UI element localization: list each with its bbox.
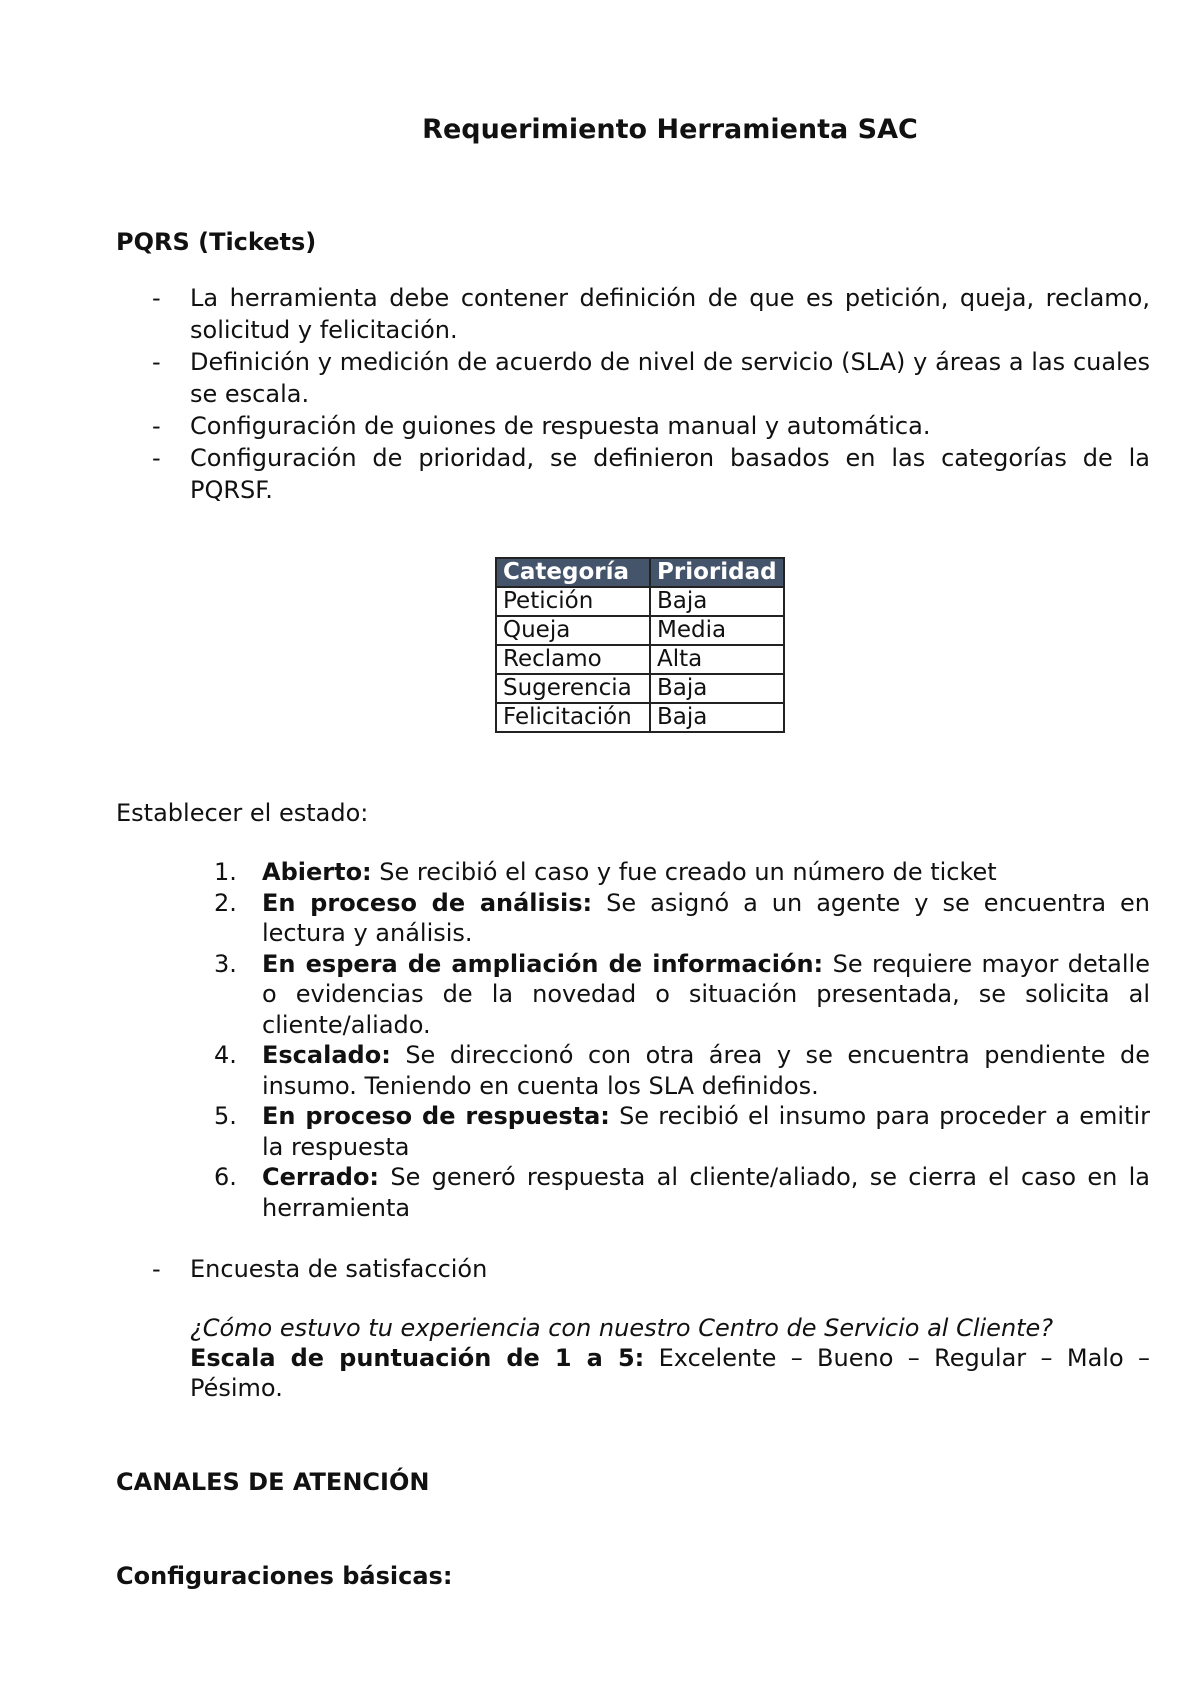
status-description: Se recibió el insumo para proceder a emitir la respuesta bbox=[262, 1102, 1150, 1161]
table-header-row bbox=[496, 558, 784, 587]
status-label: En proceso de análisis: bbox=[262, 888, 593, 917]
table-cell-category: Petición bbox=[496, 587, 650, 616]
list-item bbox=[214, 1040, 1150, 1101]
list-number: 2. bbox=[214, 888, 237, 917]
table-row bbox=[496, 587, 784, 616]
list-item bbox=[116, 282, 1150, 346]
survey-scale bbox=[190, 1343, 1150, 1403]
bullet-marker: - bbox=[152, 444, 161, 472]
list-item bbox=[116, 346, 1150, 410]
table-row bbox=[496, 674, 784, 703]
list-item bbox=[116, 442, 1150, 506]
table-cell-priority: Media bbox=[650, 616, 784, 645]
bullet-marker: - bbox=[152, 412, 161, 440]
list-item bbox=[214, 949, 1150, 1041]
document-title: Requerimiento Herramienta SAC bbox=[422, 114, 918, 145]
list-item bbox=[116, 410, 1150, 442]
column-header-category: Categoría bbox=[496, 558, 650, 587]
list-item bbox=[214, 1101, 1150, 1162]
table-cell-category: Reclamo bbox=[496, 645, 650, 674]
section-heading-canales: CANALES DE ATENCIÓN bbox=[116, 1468, 430, 1496]
bullet-marker: - bbox=[152, 284, 161, 312]
status-description: Se generó respuesta al cliente/aliado, se cierra el caso en la herramienta bbox=[262, 1163, 1150, 1222]
status-description: Se recibió el caso y fue creado un número de ticket bbox=[371, 858, 997, 886]
survey-scale-options: Excelente – Bueno – Regular – Malo – Pésimo. bbox=[190, 1344, 1150, 1402]
status-list bbox=[214, 857, 1150, 1223]
pqrs-requirements-list bbox=[116, 282, 1150, 506]
survey-label: Encuesta de satisfacción bbox=[190, 1255, 488, 1283]
status-label: En espera de ampliación de información: bbox=[262, 949, 824, 978]
table-row bbox=[496, 616, 784, 645]
list-number: 4. bbox=[214, 1041, 237, 1069]
priority-table bbox=[495, 557, 785, 733]
status-description: Se direccionó con otra área y se encuentra pendiente de insumo. Teniendo en cuenta los SLA definidos. bbox=[262, 1041, 1150, 1100]
table-row bbox=[496, 703, 784, 732]
survey-details bbox=[190, 1313, 1150, 1403]
bullet-marker: - bbox=[152, 348, 161, 376]
status-description: Se requiere mayor detalle o evidencias de la novedad o situación presentada, se solicita al cliente/aliado. bbox=[262, 949, 1150, 1039]
status-label: Escalado: bbox=[262, 1041, 391, 1069]
section-heading-configuraciones: Configuraciones básicas: bbox=[116, 1562, 453, 1590]
list-number: 3. bbox=[214, 949, 237, 978]
status-description: Se asignó a un agente y se encuentra en lectura y análisis. bbox=[262, 888, 1151, 947]
status-intro: Establecer el estado: bbox=[116, 799, 369, 827]
table-cell-priority: Baja bbox=[650, 587, 784, 616]
list-item bbox=[214, 1162, 1150, 1223]
survey-scale-label: Escala de puntuación de 1 a 5: bbox=[190, 1344, 645, 1372]
table-cell-priority: Baja bbox=[650, 703, 784, 732]
list-item-text: Definición y medición de acuerdo de nivel de servicio (SLA) y áreas a las cuales se escala. bbox=[190, 348, 1150, 408]
status-label: Abierto: bbox=[262, 858, 372, 886]
list-item bbox=[116, 1253, 1150, 1285]
list-item bbox=[214, 888, 1150, 949]
survey-item bbox=[116, 1253, 1150, 1285]
bullet-marker: - bbox=[152, 1255, 161, 1283]
table-cell-category: Queja bbox=[496, 616, 650, 645]
list-item-text: La herramienta debe contener definición de que es petición, queja, reclamo, solicitud y felicitación. bbox=[190, 284, 1150, 344]
table-cell-category: Felicitación bbox=[496, 703, 650, 732]
list-number: 5. bbox=[214, 1102, 237, 1130]
list-number: 1. bbox=[214, 858, 237, 886]
list-item-text: Configuración de prioridad, se definieron basados en las categorías de la PQRSF. bbox=[190, 444, 1150, 504]
list-number: 6. bbox=[214, 1163, 237, 1191]
list-item-text: Configuración de guiones de respuesta manual y automática. bbox=[190, 412, 931, 440]
table-row bbox=[496, 645, 784, 674]
table-cell-category: Sugerencia bbox=[496, 674, 650, 703]
status-label: En proceso de respuesta: bbox=[262, 1102, 610, 1130]
list-item bbox=[214, 857, 1150, 888]
table-cell-priority: Alta bbox=[650, 645, 784, 674]
status-label: Cerrado: bbox=[262, 1163, 380, 1191]
survey-question: ¿Cómo estuvo tu experiencia con nuestro Centro de Servicio al Cliente? bbox=[190, 1314, 1054, 1342]
section-heading-pqrs: PQRS (Tickets) bbox=[116, 228, 317, 256]
table-cell-priority: Baja bbox=[650, 674, 784, 703]
column-header-priority: Prioridad bbox=[650, 558, 784, 587]
